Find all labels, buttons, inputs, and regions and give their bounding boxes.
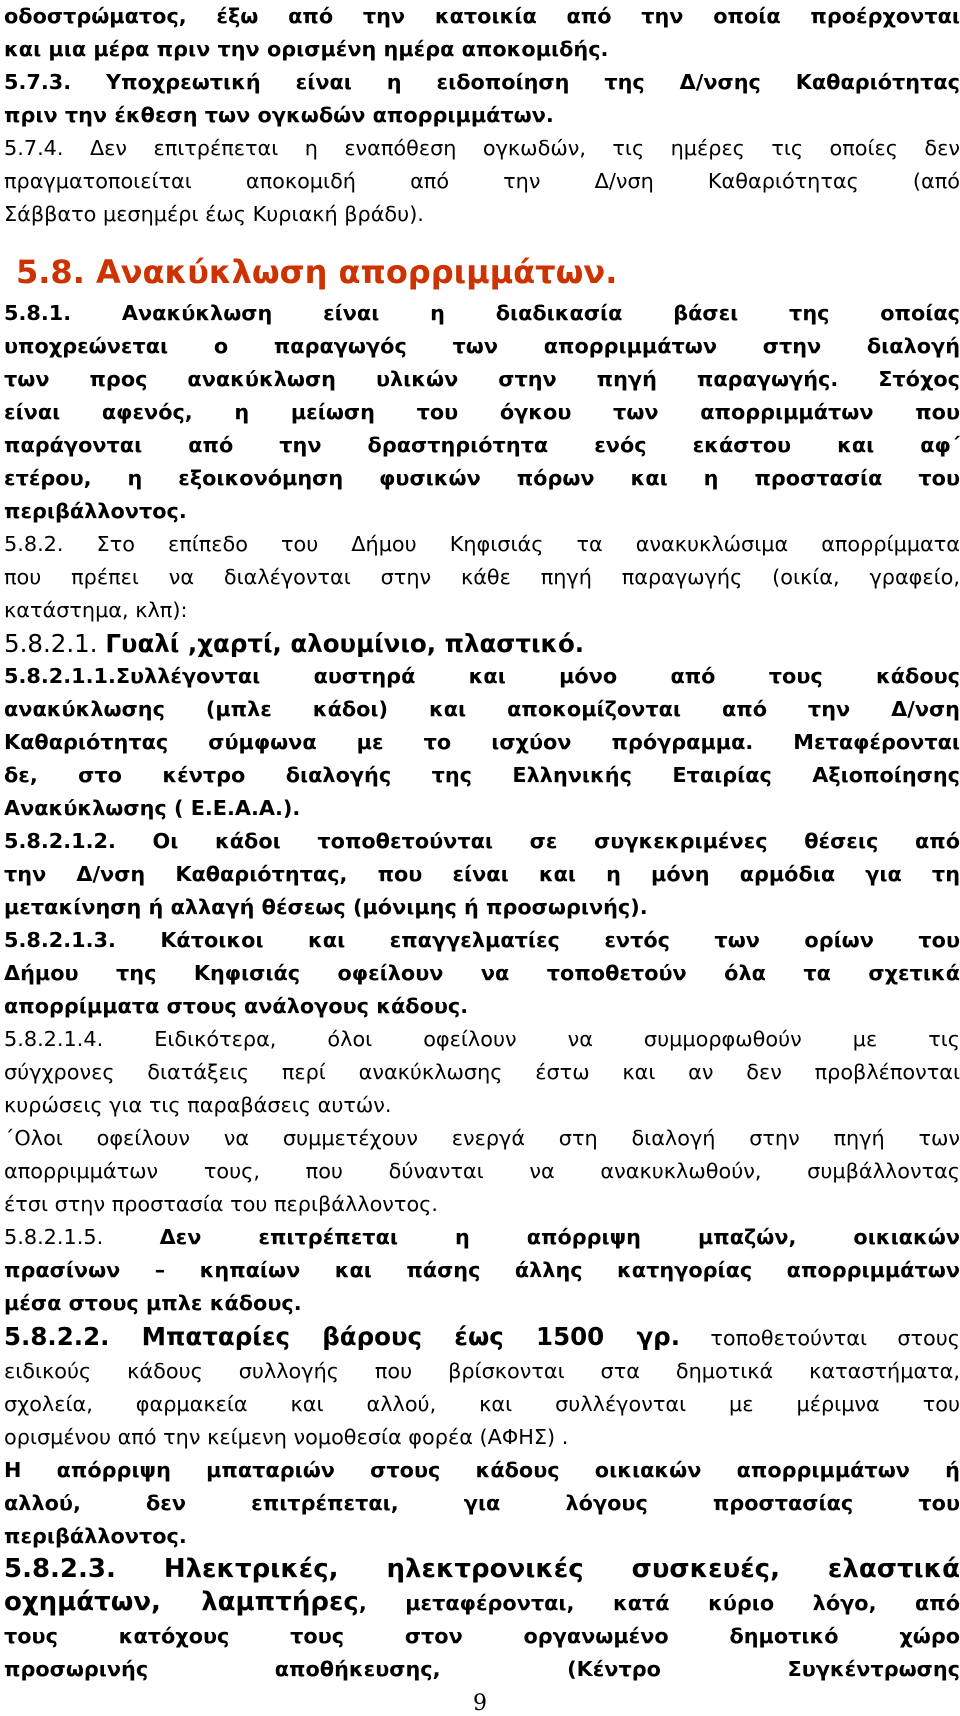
subheading-title: Γυαλί ,χαρτί, αλουμίνιο, πλαστικό. <box>105 629 585 658</box>
text-line: προσωρινής αποθήκευσης, (Κέντρο Συγκέντρωσης <box>4 1657 960 1681</box>
text-line: είναι αφενός, η μείωση του όγκου των απορριμμάτων που <box>4 400 960 424</box>
text-line: 5.8.1. Ανακύκλωση είναι η διαδικασία βάσει της οποίας <box>4 301 960 325</box>
text-line: Δήμου της Κηφισιάς οφείλουν να τοποθετούν όλα τα σχετικά <box>4 961 960 985</box>
text-line: απορριμμάτων τους, που δύνανται να ανακυκλωθούν, συμβάλλοντας <box>4 1159 960 1183</box>
text-line: σχολεία, φαρμακεία και αλλού, και συλλέγονται με μέριμνα του <box>4 1392 960 1416</box>
text-line: πραγματοποιείται αποκομιδή από την Δ/νση Καθαριότητας (από <box>4 169 960 193</box>
text-line: των προς ανακύκλωση υλικών στην πηγή παραγωγής. Στόχος <box>4 367 960 391</box>
text-line: σύγχρονες διατάξεις περί ανακύκλωσης έστω και αν δεν προβλέπονται <box>4 1060 960 1084</box>
text-line: κυρώσεις για τις παραβάσεις αυτών. <box>4 1093 392 1117</box>
text-line: Σάββατο μεσημέρι έως Κυριακή βράδυ). <box>4 202 424 226</box>
text-line: απορρίμματα στους ανάλογους κάδους. <box>4 994 469 1018</box>
text-fragment: τοποθετούνται στους <box>710 1326 960 1350</box>
paragraph-5-8-2 <box>4 528 960 627</box>
text-line: που πρέπει να διαλέγονται στην κάθε πηγή παραγωγής (οικία, γραφείο, <box>4 565 960 589</box>
text-line: και μια μέρα πριν την ορισμένη ημέρα αποκομιδής. <box>4 37 609 61</box>
text-line: έτσι στην προστασία του περιβάλλοντος. <box>4 1192 438 1216</box>
text-line: περιβάλλοντος. <box>4 499 187 523</box>
text-line: ειδικούς κάδους συλλογής που βρίσκονται στα δημοτικά καταστήματα, <box>4 1359 960 1383</box>
text-line: 5.8.2.1.1.Συλλέγονται αυστηρά και μόνο από τους κάδους <box>4 664 960 688</box>
text-fragment: 5.8.2.2. Μπαταρίες βάρους έως 1500 γρ. <box>4 1322 681 1351</box>
text-line: 5.8.2.1.3. Κάτοικοι και επαγγελματίες εντός των ορίων του <box>4 928 960 952</box>
text-line: τους κατόχους τους στον οργανωμένο δημοτικό χώρο <box>4 1624 960 1648</box>
text-line: ανακύκλωσης (μπλε κάδοι) και αποκομίζονται από την Δ/νση <box>4 697 960 721</box>
paragraph-5-8-2-2 <box>4 1320 960 1454</box>
section-heading-5-8: 5.8. Ανακύκλωση απορριμμάτων. <box>16 253 618 291</box>
paragraph-5-8-2-1-3 <box>4 924 960 1023</box>
text-line: Ανακύκλωσης ( Ε.Ε.Α.Α.). <box>4 796 301 820</box>
text-line: υποχρεώνεται ο παραγωγός των απορριμμάτων στην διαλογή <box>4 334 960 358</box>
text-line: μέσα στους μπλε κάδους. <box>4 1291 302 1315</box>
text-line: 5.8.2.3. Ηλεκτρικές, ηλεκτρονικές συσκευές, ελαστικά <box>4 1554 960 1584</box>
text-line: κατάστημα, κλπ): <box>4 598 188 622</box>
text-line: 5.8.2.1.2. Οι κάδοι τοποθετούνται σε συγκεκριμένες θέσεις από <box>4 829 960 853</box>
text-line: παράγονται από την δραστηριότητα ενός εκάστου και αφ΄ <box>4 433 960 457</box>
text-line: 5.8.2. Στο επίπεδο του Δήμου Κηφισιάς τα ανακυκλώσιμα απορρίμματα <box>4 532 960 556</box>
paragraph-5-8-2-1-5 <box>4 1221 960 1320</box>
subheading-5-8-2-1 <box>4 627 960 660</box>
text-fragment: Δεν επιτρέπεται η απόρριψη μπαζών, οικιακών <box>159 1225 960 1249</box>
text-line: πρασίνων – κηπαίων και πάσης άλλης κατηγορίας απορριμμάτων <box>4 1258 960 1282</box>
text-line: πριν την έκθεση των ογκωδών απορριμμάτων. <box>4 103 554 127</box>
paragraph-batteries <box>4 1454 960 1553</box>
text-line: 5.7.4. Δεν επιτρέπεται η εναπόθεση ογκωδών, τις ημέρες τις οποίες δεν <box>4 136 960 160</box>
text-line: ΄Ολοι οφείλουν να συμμετέχουν ενεργά στη διαλογή στην πηγή των <box>4 1126 960 1150</box>
text-line: την Δ/νση Καθαριότητας, που είναι και η μόνη αρμόδια για τη <box>4 862 960 886</box>
paragraph-5-7-2-end <box>4 0 960 66</box>
paragraph-5-8-2-1-2 <box>4 825 960 924</box>
text-line: αλλού, δεν επιτρέπεται, για λόγους προστασίας του <box>4 1491 960 1515</box>
text-line: δε, στο κέντρο διαλογής της Ελληνικής Εταιρίας Αξιοποίησης <box>4 763 960 787</box>
paragraph-number: 5.8.2.1.5. <box>4 1225 104 1249</box>
paragraph-5-8-2-1-1 <box>4 660 960 825</box>
text-line: ετέρου, η εξοικονόμηση φυσικών πόρων και η προστασία του <box>4 466 960 490</box>
text-line: περιβάλλοντος. <box>4 1524 187 1548</box>
text-line: 5.8.2.1.4. Ειδικότερα, όλοι οφείλουν να συμμορφωθούν με τις <box>4 1027 960 1051</box>
paragraph-all-participate <box>4 1122 960 1221</box>
text-fragment: οχημάτων, λαμπτήρες <box>4 1587 359 1617</box>
text-line: οδοστρώματος, έξω από την κατοικία από την οποία προέρχονται <box>4 4 960 28</box>
paragraph-5-8-2-3 <box>4 1553 960 1686</box>
text-line: ορισμένου από την κείμενη νομοθεσία φορέα (ΑΦΗΣ) . <box>4 1425 569 1449</box>
text-line: 5.7.3. Υποχρεωτική είναι η ειδοποίηση της Δ/νσης Καθαριότητας <box>4 70 960 94</box>
text-fragment: , μεταφέρονται, κατά κύριο λόγο, από <box>358 1591 960 1615</box>
text-line: Η απόρριψη μπαταριών στους κάδους οικιακών απορριμμάτων ή <box>4 1458 960 1482</box>
document-page <box>4 0 960 1686</box>
text-line: Καθαριότητας σύμφωνα με το ισχύον πρόγραμμα. Μεταφέρονται <box>4 730 960 754</box>
page-number: 9 <box>473 1691 487 1716</box>
paragraph-5-7-4 <box>4 132 960 231</box>
paragraph-5-7-3 <box>4 66 960 132</box>
paragraph-5-8-2-1-4 <box>4 1023 960 1122</box>
subheading-number: 5.8.2.1. <box>4 629 98 658</box>
paragraph-5-8-1 <box>4 297 960 528</box>
text-line: μετακίνηση ή αλλαγή θέσεως (μόνιμης ή προσωρινής). <box>4 895 648 919</box>
